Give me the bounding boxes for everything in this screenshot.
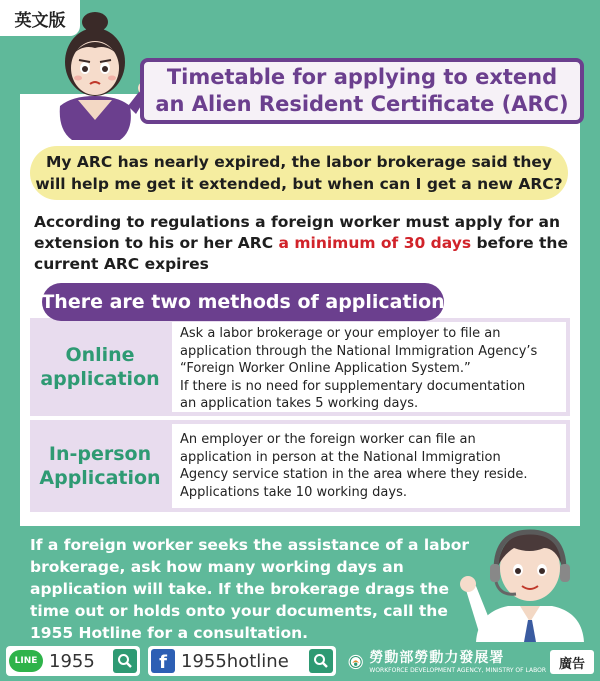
advice-line: application will take. If the brokerage drags the bbox=[30, 580, 449, 598]
desc-line: an application takes 5 working days. bbox=[180, 396, 419, 411]
method-label-line-2: application bbox=[40, 368, 160, 390]
agency-logo-icon bbox=[348, 648, 363, 676]
method-label-line-2: Application bbox=[39, 467, 161, 489]
method-label bbox=[30, 318, 170, 416]
desc-line: Applications take 10 working days. bbox=[180, 484, 407, 500]
method-description bbox=[172, 424, 566, 508]
facebook-icon: f bbox=[151, 649, 175, 673]
advice-line: 1955 Hotline for a consultation. bbox=[30, 624, 309, 642]
footer-bar bbox=[0, 642, 600, 681]
method-row-online bbox=[30, 318, 570, 416]
answer-part-1: According to regulations a foreign worker must apply for an extension to his or her ARC bbox=[34, 213, 561, 252]
title-line-1: Timetable for applying to extend bbox=[166, 65, 558, 89]
hotline-advice bbox=[30, 534, 470, 644]
operator-illustration bbox=[452, 526, 592, 642]
agency-name-en: WORKFORCE DEVELOPMENT AGENCY, MINISTRY OF LABOR bbox=[369, 666, 546, 674]
desc-line: application in person at the National Immigration bbox=[180, 449, 501, 465]
desc-line: If there is no need for supplementary documentation bbox=[180, 378, 526, 394]
agency-brand bbox=[348, 646, 546, 678]
question-line-1: My ARC has nearly expired, the labor brokerage said they bbox=[45, 153, 553, 171]
facebook-id: 1955hotline bbox=[181, 650, 289, 672]
advice-line: brokerage, ask how many working days an bbox=[30, 558, 404, 576]
line-icon: LINE bbox=[9, 650, 43, 672]
method-label bbox=[30, 420, 170, 512]
advice-line: If a foreign worker seeks the assistance of a labor bbox=[30, 536, 469, 554]
woman-illustration bbox=[38, 10, 150, 140]
desc-line: An employer or the foreign worker can file an bbox=[180, 432, 476, 447]
answer-text bbox=[34, 212, 574, 275]
method-row-in-person bbox=[30, 420, 570, 512]
method-label-line-1: Online bbox=[65, 344, 135, 366]
desc-line: application through the National Immigration Agency’s bbox=[180, 343, 538, 359]
question-bubble bbox=[30, 146, 568, 200]
answer-part-2: before the current ARC expires bbox=[34, 234, 568, 273]
line-search[interactable] bbox=[6, 646, 140, 676]
desc-line: Agency service station in the area where they reside. bbox=[180, 467, 528, 482]
language-tag: 英文版 bbox=[0, 0, 80, 36]
title-box bbox=[140, 58, 584, 124]
answer-highlight: a minimum of 30 days bbox=[278, 234, 472, 252]
search-icon[interactable] bbox=[113, 649, 137, 673]
ad-badge: 廣告 bbox=[550, 650, 594, 674]
agency-name-zh: 勞動部勞動力發展署 bbox=[369, 649, 505, 666]
search-icon[interactable] bbox=[309, 649, 333, 673]
desc-line: “Foreign Worker Online Application System.” bbox=[180, 361, 471, 376]
title-line-2: an Alien Resident Certificate (ARC) bbox=[155, 92, 569, 116]
advice-line: time out or holds onto your documents, call the bbox=[30, 602, 448, 620]
line-id: 1955 bbox=[49, 650, 95, 672]
method-label-line-1: In-person bbox=[48, 443, 152, 465]
facebook-search[interactable] bbox=[148, 646, 336, 676]
methods-heading: There are two methods of application bbox=[42, 283, 444, 321]
question-line-2: will help me get it extended, but when can I get a new ARC? bbox=[35, 175, 563, 193]
method-description bbox=[172, 322, 566, 412]
desc-line: Ask a labor brokerage or your employer to file an bbox=[180, 326, 501, 341]
